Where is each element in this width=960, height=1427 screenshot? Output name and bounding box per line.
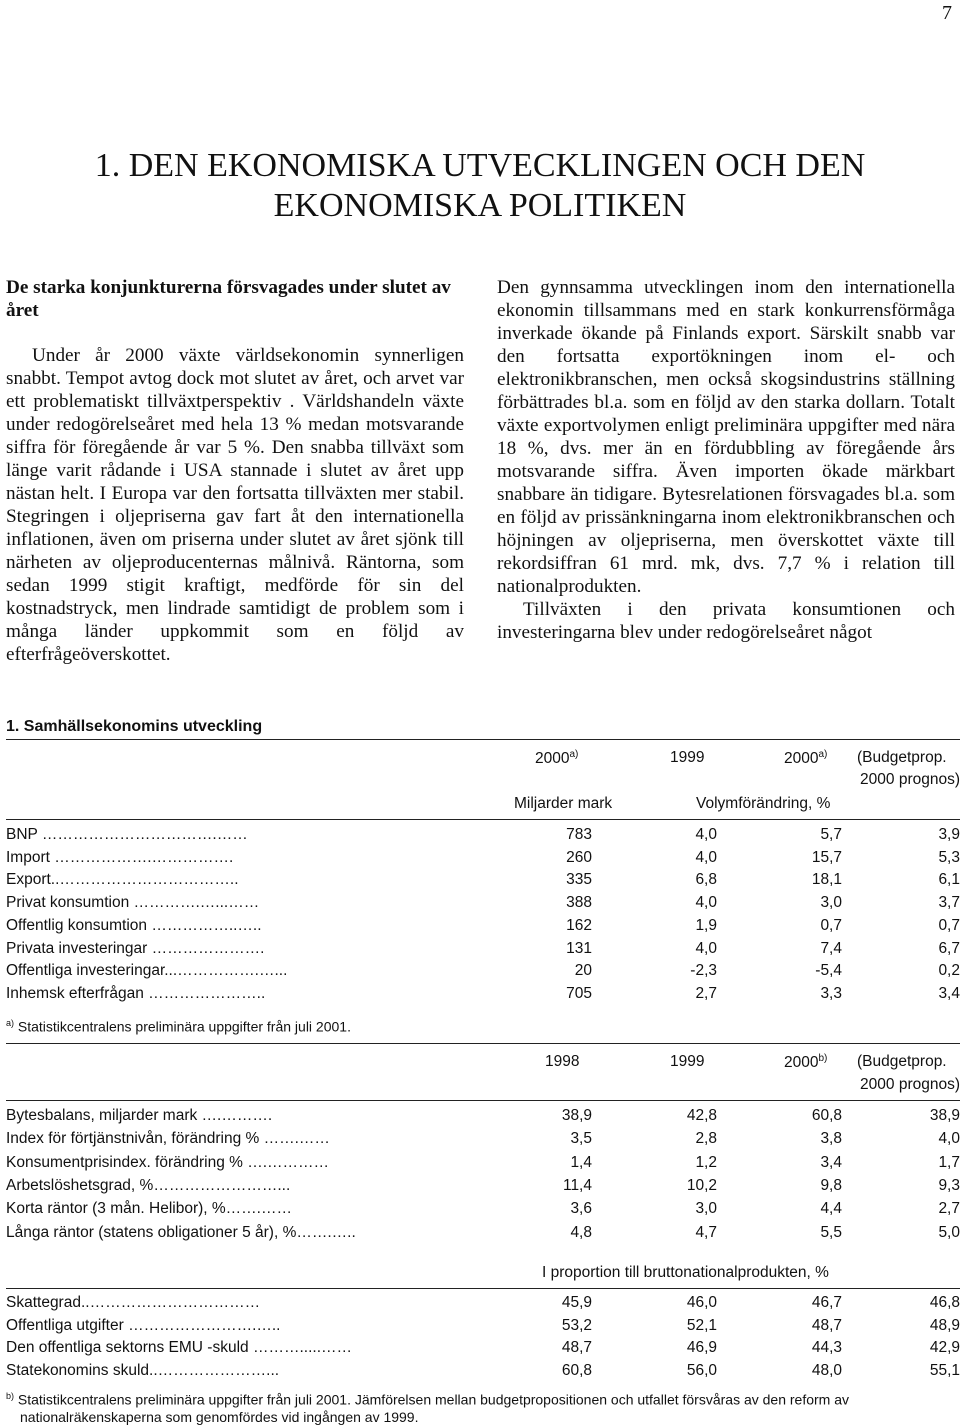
row-value-col1: 131 [566,939,592,957]
s1-header-col2: 1999 [670,749,705,766]
table-heading: 1. Samhällsekonomins utveckling [6,718,263,735]
s2-header-col4: (Budgetprop. [857,1053,947,1070]
s2-header-col4-line2: 2000 prognos) [860,1076,960,1093]
row-value-col4: 0,7 [938,916,960,934]
row-value-col1: 20 [574,962,592,980]
row-value-col4: 3,4 [938,984,960,1002]
row-value-col2: 3,0 [695,1200,717,1218]
row-label: Inhemsk efterfrågan ………………….. [6,984,266,1002]
s2b-row [6,1362,960,1384]
row-value-col1: 705 [566,984,592,1002]
row-value-col3: 9,8 [820,1176,842,1194]
row-value-col2: 2,7 [695,984,717,1002]
s1-footnote: $^{a)}$ Statistikcentralens preliminära uppgifter från juli 2001. [6,1018,351,1035]
s1-row [6,871,960,893]
row-value-col1: 388 [566,894,592,912]
s2b-row [6,1294,960,1316]
page-number: 7 [942,2,952,24]
row-value-col1: 335 [566,871,592,889]
row-label: Offentliga utgifter …………………….….. [6,1316,281,1334]
row-label: Offentlig konsumtion ……………..….. [6,916,262,934]
row-value-col1: 783 [566,826,592,843]
row-label: Offentliga investeringar...…………….…... [6,962,288,980]
row-label: Import ……………….……………. [6,848,234,866]
row-value-col2: 1,2 [695,1153,717,1171]
row-label: Privat konsumtion ………….…...…… [6,894,260,912]
s1-unit-left: Miljarder mark [514,795,613,812]
left-paragraph: Under år 2000 växte världsekonomin synnerligen snabbt. Tempot avtog dock mot slutet av året, och arvet var ett problematiskt tillväxtperspektiv . Världshandeln växte under redogörelseåret med hela 13 % medan motsvarande siffra för föregående år var 5 %. Den snabba tillväxt som länge varit rådande i USA stannade i slutet av året upp nästan helt. I Europa var den fortsatta tillväxten mer stabil. Stegringen i oljepriserna gav fart åt den internationella inflationen, även om priserna under slutet av året sjönk till närheten av oljeproducenternas målnivå. Räntorna, som sedan 1999 stigit kraftigt, medförde för sin del kostnadstryck, men lindrade samtidigt de problem som i många länder uppkommit som en följd av efterfrågeöverskottet. [6,345,464,665]
s2-header-col3: 2000$^{b)}$ [784,1053,828,1072]
s1-header-rule [6,819,960,820]
page-title [0,146,960,226]
row-label: Konsumentprisindex. förändring % ….………… [6,1153,330,1171]
right-paragraph-2: Tillväxten i den privata konsumtionen och investeringarna blev under redogörelseåret något [497,599,955,643]
s1-row [6,894,960,916]
s2-header-col2: 1999 [670,1053,705,1070]
row-value-col2: 46,0 [686,1294,717,1311]
row-label: Index för förtjänstnivån, förändring % …….…… [6,1130,330,1148]
row-value-col1: 4,8 [570,1223,592,1241]
s1-row [6,917,960,939]
row-value-col3: 5,7 [820,826,842,843]
s2-row [6,1200,960,1222]
row-value-col3: 5,5 [820,1223,842,1241]
row-label: Långa räntor (statens obligationer 5 år), %…….….. [6,1223,356,1241]
s1-row [6,985,960,1007]
row-value-col1: 45,9 [561,1294,592,1311]
right-text-column [497,276,955,644]
row-value-col1: 3,6 [570,1200,592,1218]
row-value-col4: 6,7 [938,939,960,957]
s2-unit-line: I proportion till bruttonationalprodukten, % [542,1264,829,1281]
row-value-col4: 6,1 [938,871,960,889]
row-value-col1: 48,7 [561,1339,592,1356]
row-value-col3: 48,0 [811,1361,842,1379]
s2-top-rule [6,1043,960,1044]
row-value-col3: 3,4 [820,1153,842,1171]
s1-row [6,962,960,984]
row-value-col2: -2,3 [690,962,717,980]
s1-header-col4-line2: 2000 prognos) [860,771,960,788]
row-value-col1: 3,5 [570,1130,592,1148]
row-value-col3: 3,0 [820,894,842,912]
row-value-col3: 4,4 [820,1200,842,1218]
row-value-col4: 0,2 [938,962,960,980]
s2-header-col1: 1998 [545,1053,580,1070]
row-value-col3: 3,3 [820,984,842,1002]
row-value-col3: 60,8 [811,1107,842,1124]
s2-row [6,1107,960,1129]
section-subheading: De starka konjunkturerna försvagades under slutet av året [6,277,451,321]
row-value-col3: 3,8 [820,1130,842,1148]
s2-row [6,1154,960,1176]
row-value-col1: 38,9 [561,1107,592,1124]
row-value-col2: 4,0 [695,894,717,912]
row-label: Korta räntor (3 mån. Helibor), %…….…… [6,1200,292,1218]
row-value-col4: 5,3 [938,848,960,866]
row-value-col2: 4,0 [695,826,717,843]
right-paragraph-1: Den gynnsamma utvecklingen inom den internationella ekonomin tillsammans med en stark konkurrensförmåga inverkade ökande på Finlands export. Särskilt snabb var den fortsatta exportökningen inom el- och elektronikbranschen, men också skogsindustrins ställning förbättrades bl.a. som en följd av den starka dollarn. Totalt växte exportvolymen enligt preliminära uppgifter med nära 18 %, dvs. mer än en fördubbling av föregående års motsvarande siffra. Även importen ökade märkbart snabbare än tidigare. Bytesrelationen försvagades bl.a. som en följd av prissänkningarna inom elektronikbranschen och höjningen av oljepriserna, men överskottet växte till rekordsiffran 61 mrd. mk, dvs. 7,7 % i relation till nationalprodukten. [497,277,955,597]
row-value-col4: 42,9 [929,1339,960,1356]
row-value-col1: 53,2 [561,1316,592,1334]
s2-row [6,1130,960,1152]
s1-row [6,940,960,962]
title-line-1: 1. DEN EKONOMISKA UTVECKLINGEN OCH DEN [94,147,866,184]
row-value-col1: 162 [566,916,592,934]
s1-row [6,849,960,871]
row-value-col1: 260 [566,848,592,866]
row-value-col1: 1,4 [570,1153,592,1171]
s2-row [6,1224,960,1246]
s2-row [6,1177,960,1199]
row-value-col2: 4,7 [695,1223,717,1241]
row-value-col2: 56,0 [686,1361,717,1379]
row-value-col2: 2,8 [695,1130,717,1148]
s1-unit-right: Volymförändring, % [696,795,831,812]
s2b-row [6,1317,960,1339]
row-value-col4: 38,9 [929,1107,960,1124]
row-value-col2: 4,0 [695,848,717,866]
row-value-col3: 15,7 [811,848,842,866]
row-value-col4: 2,7 [938,1200,960,1218]
s1-header-col4: (Budgetprop. [857,749,947,766]
s1-row [6,826,960,848]
row-value-col2: 4,0 [695,939,717,957]
s2b-row [6,1339,960,1361]
title-line-2: EKONOMISKA POLITIKEN [273,187,687,224]
row-value-col3: 46,7 [811,1294,842,1311]
s1-header-col3: 2000$^{a)}$ [784,749,828,768]
row-value-col4: 9,3 [938,1176,960,1194]
row-label: Bytesbalans, miljarder mark ….………. [6,1107,273,1124]
row-value-col4: 48,9 [929,1316,960,1334]
table-top-rule [6,739,960,740]
row-value-col2: 10,2 [686,1176,717,1194]
row-value-col4: 5,0 [938,1223,960,1241]
s2-header-rule [6,1100,960,1101]
row-value-col3: 44,3 [811,1339,842,1356]
row-label: Export..…………………………….. [6,871,239,889]
row-value-col4: 1,7 [938,1153,960,1171]
row-value-col4: 3,7 [938,894,960,912]
row-value-col4: 3,9 [938,826,960,843]
row-value-col3: 0,7 [820,916,842,934]
row-value-col3: 48,7 [811,1316,842,1334]
row-value-col4: 55,1 [929,1361,960,1379]
row-value-col3: -5,4 [815,962,842,980]
row-label: Statekonomins skuld..…………………... [6,1361,280,1379]
row-value-col2: 52,1 [686,1316,717,1334]
row-value-col2: 46,9 [686,1339,717,1356]
s1-header-col1: 2000$^{a)}$ [535,749,579,768]
row-value-col3: 7,4 [820,939,842,957]
row-value-col4: 4,0 [938,1130,960,1148]
row-value-col2: 1,9 [695,916,717,934]
row-label: Skattegrad..…………………………… [6,1294,261,1311]
s2-footnote: $^{b)}$ Statistikcentralens preliminära uppgifter från juli 2001. Jämförelsen mellan budgetpropositionen och utfallet försvåras av den reform av nationalräkenskaperna som genomfördes vid ingången av 1999. [6,1391,850,1425]
s2-unit-rule [6,1288,960,1289]
row-value-col2: 6,8 [695,871,717,889]
left-text-column [6,276,464,666]
row-value-col4: 46,8 [929,1294,960,1311]
row-label: BNP …………………………….…… [6,826,248,843]
row-label: Den offentliga sektorns EMU -skuld ……….....…… [6,1339,352,1356]
row-label: Privata investeringar …………………. [6,939,265,957]
row-value-col3: 18,1 [811,871,842,889]
row-value-col2: 42,8 [686,1107,717,1124]
row-value-col1: 60,8 [561,1361,592,1379]
row-label: Arbetslöshetsgrad, %……………………... [6,1176,291,1194]
row-value-col1: 11,4 [562,1176,592,1194]
